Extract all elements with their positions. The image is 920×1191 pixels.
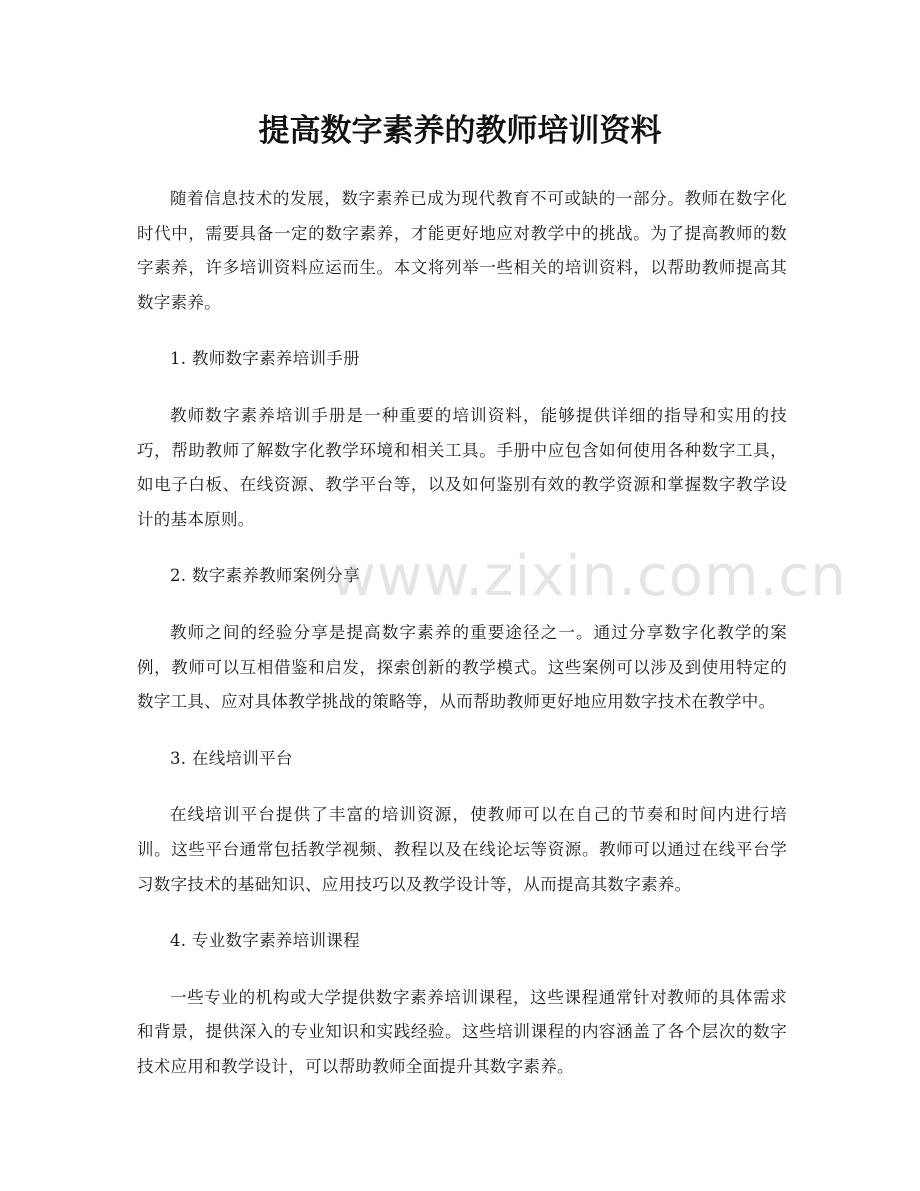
section-heading-2: 2. 数字素养教师案例分享 (170, 566, 360, 586)
section-body-1: 教师数字素养培训手册是一种重要的培训资料，能够提供详细的指导和实用的技巧，帮助教师了解数字化教学环境和相关工具。手册中应包含如何使用各种数字工具，如电子白板、在线资源、教学平台等，以及如何鉴别有效的教学资源和掌握数字教学设计的基本原则。 (137, 405, 787, 529)
watermark: www.zixin.com.cn (330, 544, 847, 609)
document-body (137, 182, 847, 1106)
page-title: 提高数字素养的教师培训资料 (258, 113, 662, 149)
section-heading-1: 1. 教师数字素养培训手册 (170, 349, 360, 369)
section-heading-4: 4. 专业数字素养培训课程 (170, 931, 360, 951)
intro-paragraph: 随着信息技术的发展，数字素养已成为现代教育不可或缺的一部分。教师在数字化时代中，需要具备一定的数字素养，才能更好地应对教学中的挑战。为了提高教师的数字素养，许多培训资料应运而生。本文将列举一些相关的培训资料，以帮助教师提高其数字素养。 (137, 189, 787, 312)
section-body-3: 在线培训平台提供了丰富的培训资源，使教师可以在自己的节奏和时间内进行培训。这些平台通常包括教学视频、教程以及在线论坛等资源。教师可以通过在线平台学习数字技术的基础知识、应用技巧以及教学设计等，从而提高其数字素养。 (137, 805, 787, 894)
section-body-2: 教师之间的经验分享是提高数字素养的重要途径之一。通过分享数字化教学的案例，教师可以互相借鉴和启发，探索创新的教学模式。这些案例可以涉及到使用特定的数字工具、应对具体教学挑战的策略等，从而帮助教师更好地应用数字技术在教学中。 (137, 622, 787, 712)
section-body-4: 一些专业的机构或大学提供数字素养培训课程，这些课程通常针对教师的具体需求和背景，提供深入的专业知识和实践经验。这些培训课程的内容涵盖了各个层次的数字技术应用和教学设计，可以帮助教师全面提升其数字素养。 (137, 987, 787, 1076)
section-heading-3: 3. 在线培训平台 (170, 748, 293, 768)
